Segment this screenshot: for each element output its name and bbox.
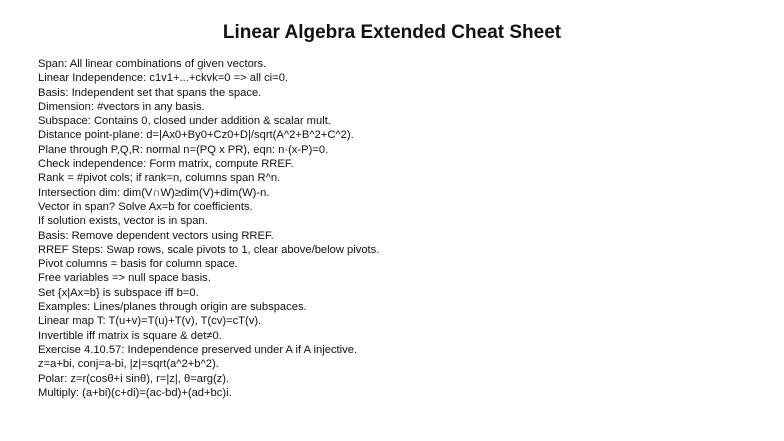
cheat-line-linear-map: Linear map T: T(u+v)=T(u)+T(v), T(cv)=cT(v). (38, 315, 262, 328)
cheat-line-rref-steps: RREF Steps: Swap rows, scale pivots to 1, clear above/below pivots. (38, 243, 380, 256)
cheat-line-rank: Rank = #pivot cols; if rank=n, columns span R^n. (38, 172, 281, 185)
cheat-line-free-variables: Free variables => null space basis. (38, 272, 211, 285)
cheat-line-examples: Examples: Lines/planes through origin are subspaces. (38, 301, 307, 314)
cheat-line-pivot-columns: Pivot columns = basis for column space. (38, 258, 238, 271)
cheat-line-multiply: Multiply: (a+bi)(c+di)=(ac-bd)+(ad+bc)i. (38, 386, 232, 399)
page-title: Linear Algebra Extended Cheat Sheet (222, 22, 562, 43)
cheat-line-check-independence: Check independence: Form matrix, compute RREF. (38, 158, 294, 171)
cheat-line-vector-in-span: Vector in span? Solve Ax=b for coefficients. (38, 200, 253, 213)
cheat-line-plane-through-points: Plane through P,Q,R: normal n=(PQ x PR), eqn: n·(x-P)=0. (38, 143, 329, 156)
cheat-line-subspace: Subspace: Contains 0, closed under addition & scalar mult. (38, 115, 331, 128)
cheat-line-distance-point-plane: Distance point-plane: d=|Ax0+By0+Cz0+D|/sqrt(A^2+B^2+C^2). (38, 129, 354, 142)
cheat-line-span: Span: All linear combinations of given vectors. (38, 58, 267, 70)
cheat-line-exercise: Exercise 4.10.57: Independence preserved under A if A injective. (38, 343, 358, 356)
cheat-line-invertible: Invertible iff matrix is square & det≠0. (38, 329, 222, 342)
cheat-line-linear-independence: Linear Independence: c1v1+...+ckvk=0 => all ci=0. (38, 72, 289, 85)
cheat-line-complex-number: z=a+bi, conj=a-bi, |z|=sqrt(a^2+b^2). (38, 358, 219, 371)
cheat-line-solution-exists: If solution exists, vector is in span. (38, 215, 208, 228)
cheat-line-subspace-set: Set {x|Ax=b} is subspace iff b=0. (38, 286, 199, 299)
cheat-line-intersection-dim: Intersection dim: dim(V∩W)≥dim(V)+dim(W)-n. (38, 186, 270, 199)
cheat-line-polar: Polar: z=r(cosθ+i sinθ), r=|z|, θ=arg(z). (38, 372, 230, 385)
cheat-sheet-list (38, 57, 379, 400)
cheat-line-dimension: Dimension: #vectors in any basis. (38, 100, 205, 113)
cheat-line-basis-rref: Basis: Remove dependent vectors using RREF. (38, 229, 274, 242)
cheat-line-basis: Basis: Independent set that spans the space. (38, 86, 262, 99)
